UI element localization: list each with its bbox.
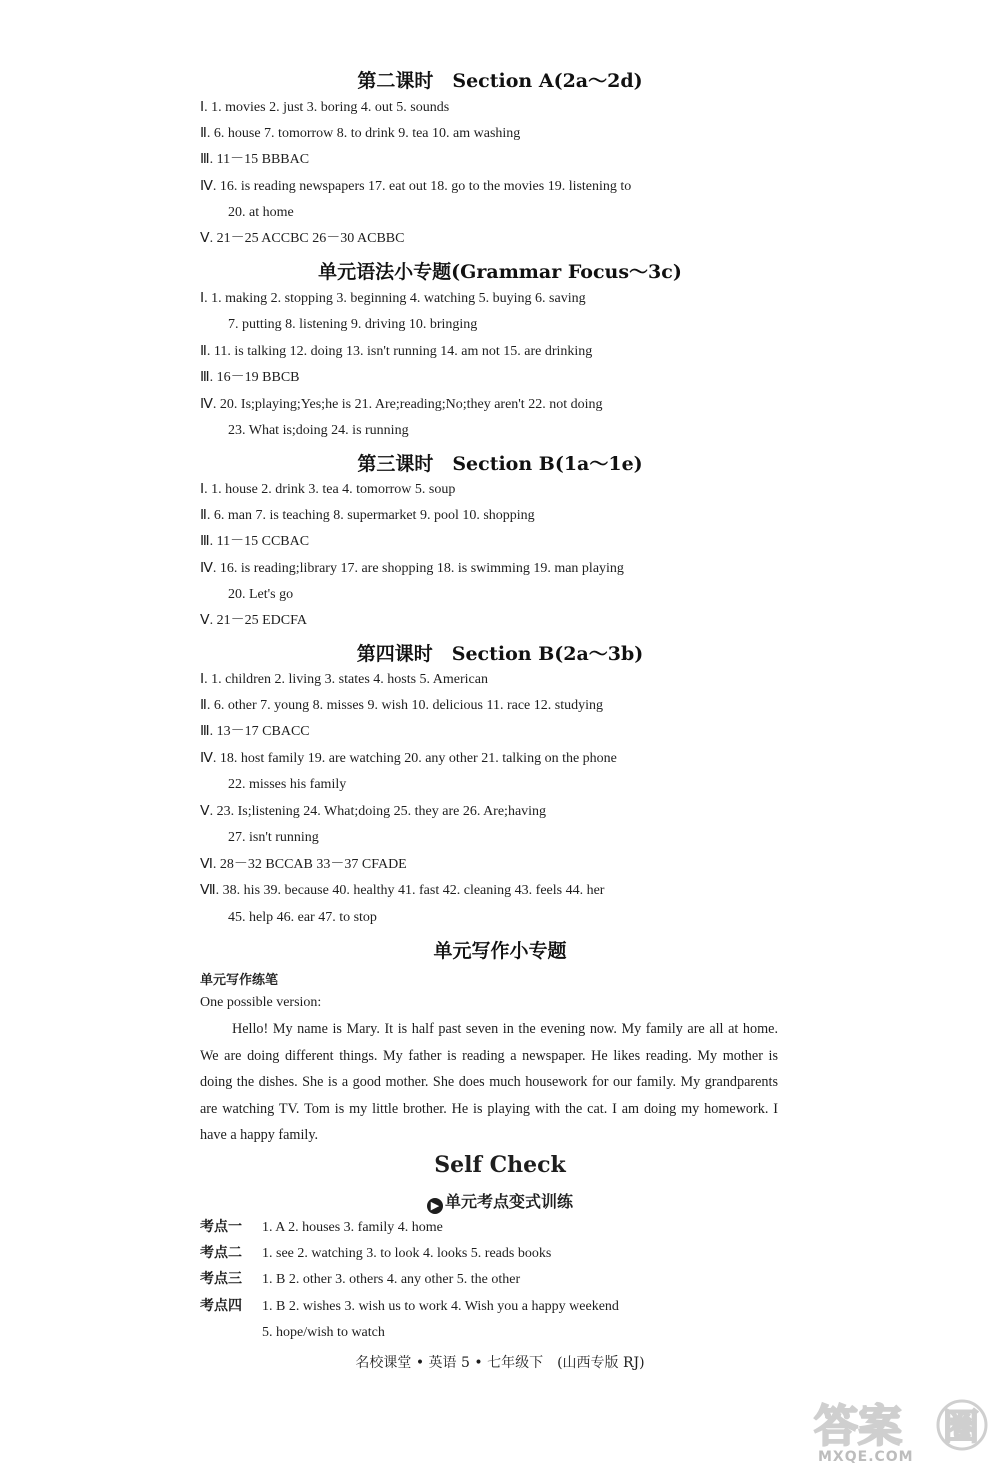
answer-line: 20. at home [228, 205, 294, 220]
answer-line: 27. isn't running [228, 830, 319, 845]
answer-line: 22. misses his family [228, 777, 347, 792]
answer-line: Ⅰ. 1. house 2. drink 3. tea 4. tomorrow 5. soup [200, 482, 456, 497]
exam-point-answers: 1. A 2. houses 3. family 4. home [262, 1220, 443, 1235]
svg-text:圈: 圈 [943, 1407, 980, 1448]
answer-line: Ⅶ. 38. his 39. because 40. healthy 41. fast 42. cleaning 43. feels 44. her [200, 883, 605, 898]
exam-point-label: 考点三 [200, 1272, 242, 1287]
self-check-subtitle [0, 1189, 1000, 1214]
answer-line: Ⅳ. 16. is reading newspapers 17. eat out 18. go to the movies 19. listening to [200, 179, 632, 194]
answer-line: Ⅵ. 28－32 BCCAB 33－37 CFADE [200, 857, 407, 872]
exam-point-answers: 1. see 2. watching 3. to look 4. looks 5. reads books [262, 1246, 552, 1261]
answer-line: Ⅳ. 20. Is;playing;Yes;he is 21. Are;reading;No;they aren't 22. not doing [200, 397, 603, 412]
section-title-b-2a-3b: 第四课时 Section B(2a～3b) [356, 643, 644, 665]
exam-point-label: 考点二 [200, 1246, 242, 1261]
answer-line: Ⅳ. 18. host family 19. are watching 20. any other 21. talking on the phone [200, 751, 617, 766]
watermark-url: MXQE.COM [818, 1449, 914, 1465]
exam-point-label: 考点一 [200, 1220, 242, 1235]
answer-line: 23. What is;doing 24. is running [228, 423, 409, 438]
exam-point-row-2 [200, 1244, 800, 1264]
exam-point-row-4 [200, 1297, 800, 1317]
answer-line: Ⅲ. 13－17 CBACC [200, 724, 310, 739]
self-check-subtitle-text: 单元考点变式训练 [444, 1192, 573, 1211]
exam-point-row-4-cont: 5. hope/wish to watch [262, 1325, 385, 1340]
answer-line: Ⅱ. 6. house 7. tomorrow 8. to drink 9. tea 10. am washing [200, 126, 521, 141]
exam-point-answers: 1. B 2. other 3. others 4. any other 5. the other [262, 1272, 521, 1287]
writing-body-text: Hello! My name is Mary. It is half past seven in the evening now. My family are all at home. We are doing different things. My father is reading a newspaper. He likes reading. My mother is doing the dishes. She is a good mother. She does much housework for our family. My grandparents are watching TV. Tom is my little brother. He is playing with the cat. I am doing my homework. I have a happy family. [200, 1021, 778, 1143]
answer-line: 7. putting 8. listening 9. driving 10. bringing [228, 317, 478, 332]
answer-line: Ⅰ. 1. movies 2. just 3. boring 4. out 5. sounds [200, 100, 450, 115]
page-footer: 名校课堂 • 英语 5 • 七年级下 (山西专版 RJ) [355, 1355, 645, 1371]
answer-line: Ⅳ. 16. is reading;library 17. are shopping 18. is swimming 19. man playing [200, 561, 624, 576]
self-check-title: Self Check [434, 1152, 566, 1178]
answer-line: Ⅱ. 6. man 7. is teaching 8. supermarket 9. pool 10. shopping [200, 508, 535, 523]
exam-point-row-1 [200, 1218, 800, 1238]
answer-line: Ⅱ. 11. is talking 12. doing 13. isn't running 14. am not 15. are drinking [200, 344, 593, 359]
answer-line: Ⅲ. 11－15 BBBAC [200, 152, 310, 167]
answer-line: Ⅰ. 1. children 2. living 3. states 4. hosts 5. American [200, 672, 488, 687]
watermark-logo [812, 1395, 992, 1455]
writing-practice-label: 单元写作练笔 [200, 973, 279, 988]
exam-point-row-3 [200, 1270, 800, 1290]
answer-line: Ⅴ. 21－25 ACCBC 26－30 ACBBC [200, 231, 405, 246]
section-title-b-1a-1e: 第三课时 Section B(1a～1e) [357, 453, 643, 475]
answer-line: Ⅲ. 11－15 CCBAC [200, 534, 310, 549]
answer-line: Ⅴ. 23. Is;listening 24. What;doing 25. they are 26. Are;having [200, 804, 547, 819]
answer-line: 45. help 46. ear 47. to stop [228, 910, 377, 925]
answer-line: Ⅰ. 1. making 2. stopping 3. beginning 4. watching 5. buying 6. saving [200, 291, 586, 306]
answer-line: Ⅲ. 16－19 BBCB [200, 370, 300, 385]
section-title-a-2a-2d: 第二课时 Section A(2a～2d) [357, 70, 643, 92]
answer-line: 20. Let's go [228, 587, 294, 602]
svg-text:答案: 答案 [814, 1401, 902, 1452]
answer-line: Ⅴ. 21－25 EDCFA [200, 613, 307, 628]
section-title-writing: 单元写作小专题 [433, 940, 567, 962]
exam-point-answers: 1. B 2. wishes 3. wish us to work 4. Wish you a happy weekend [262, 1299, 619, 1314]
arrow-right-circle-icon: ▶ [427, 1198, 443, 1214]
answer-line: Ⅱ. 6. other 7. young 8. misses 9. wish 10. delicious 11. race 12. studying [200, 698, 603, 713]
exam-point-label: 考点四 [200, 1299, 242, 1314]
writing-intro: One possible version: [200, 995, 322, 1010]
writing-sample-paragraph [200, 1016, 778, 1149]
section-title-grammar-focus: 单元语法小专题(Grammar Focus～3c) [318, 261, 682, 283]
